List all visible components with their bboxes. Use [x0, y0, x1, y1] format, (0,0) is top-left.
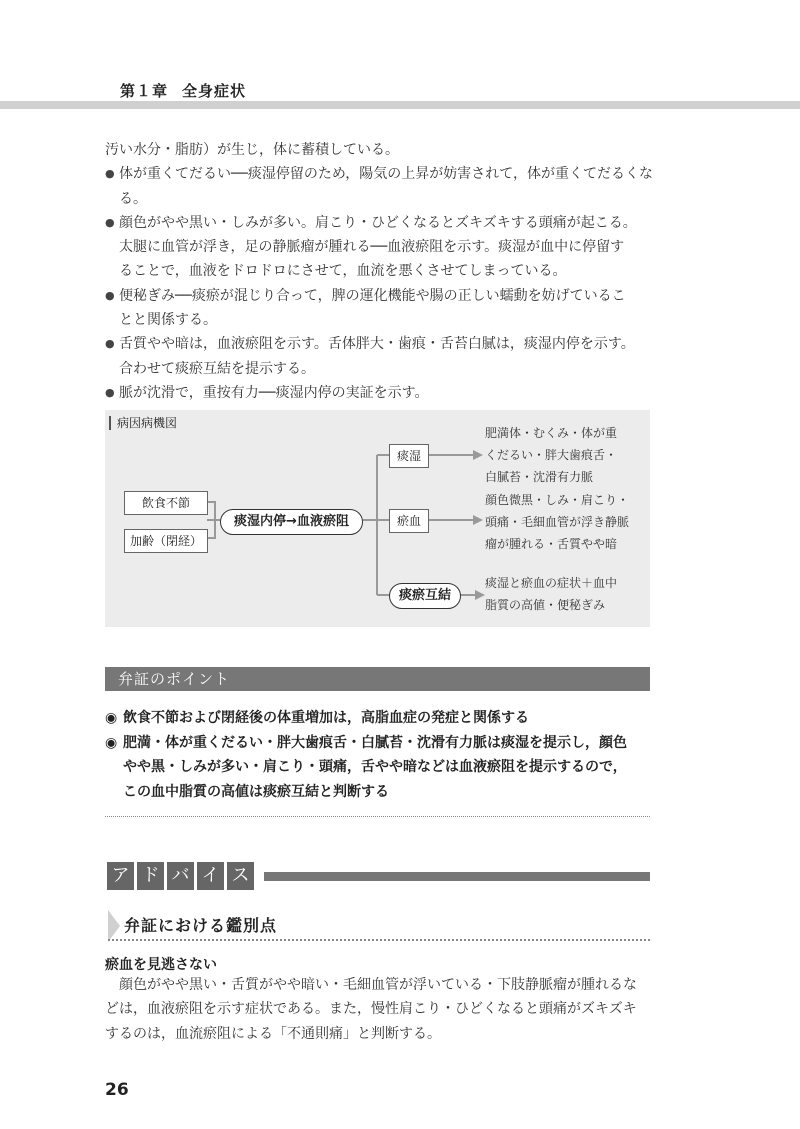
- bullet-item: ● 便秘ぎみ──痰瘀が混じり合って，脾の運化機能や腸の正しい蠕動を妨げているこ: [105, 284, 655, 308]
- advice-heading: [107, 862, 254, 890]
- branch-desc-combined: 痰湿と瘀血の症状＋血中 脂質の高値・便秘ぎみ: [485, 576, 618, 612]
- point-item: ◉ 肥満・体が重くだるい・胖大歯痕舌・白膩苔・沈滑有力脈は痰湿を提示し，顔色: [105, 731, 660, 756]
- page-number: 26: [105, 1080, 129, 1100]
- arrow-head-1: [473, 450, 483, 460]
- advice-tile: ス: [227, 862, 254, 890]
- arrow-head-3: [475, 590, 485, 600]
- branch-desc-phlegm: 肥満体・むくみ・体が重 くだるい・胖大歯痕舌・ 白膩苔・沈滑有力脈: [485, 426, 618, 484]
- etiology-diagram: [105, 410, 650, 627]
- body-text: [105, 138, 655, 405]
- bullet-item: ● 舌質やや暗は，血液瘀阻を示す。舌体胖大・歯痕・舌苔白膩は，痰湿内停を示す。: [105, 332, 655, 356]
- section-divider: [105, 816, 650, 817]
- arrow-tab-icon: [108, 910, 120, 942]
- points-list: [105, 706, 660, 805]
- branch-box-blood-stasis: 瘀血: [389, 509, 429, 533]
- advice-tile: バ: [167, 862, 194, 890]
- bullet-item: ● 体が重くてだるい──痰湿停留のため，陽気の上昇が妨害されて，体が重くてだるくなる。: [105, 162, 655, 211]
- subheading-underline: [108, 939, 650, 941]
- point-continuation: この血中脂質の高値は痰瘀互結と判断する: [123, 784, 389, 801]
- branch-box-phlegm: 痰湿: [389, 444, 429, 468]
- bullet-continuation: 太腿に血管が浮き，足の静脈瘤が腫れる──血液瘀阻を示す。痰湿が血中に停留す: [119, 239, 625, 256]
- bullet-item: ● 脈が沈滑で，重按有力──痰湿内停の実証を示す。: [105, 381, 655, 405]
- advice-tile: ア: [107, 862, 134, 890]
- advice-line: するのは，血流瘀阻による「不通則痛」と判断する。: [105, 1025, 441, 1042]
- point-marker: ◉: [105, 710, 118, 726]
- advice-line: どは，血液瘀阻を示す症状である。また，慢性肩こり・ひどくなると頭痛がズキズキ: [105, 1001, 637, 1018]
- point-continuation: やや黒・しみが多い・肩こり・頭痛，舌やや暗などは血液瘀阻を提示するので，: [123, 759, 627, 776]
- advice-paragraph: [105, 973, 655, 1046]
- bullet-continuation: 合わせて痰瘀互結を提示する。: [119, 360, 315, 377]
- advice-tile: イ: [197, 862, 224, 890]
- bullet-continuation: とと関係する。: [119, 312, 217, 329]
- advice-label: 瘀血を見逃さない: [105, 957, 217, 973]
- point-marker: ◉: [105, 734, 118, 751]
- arrow-head-2: [473, 515, 483, 525]
- diagram-title: 病因病機図: [109, 416, 177, 430]
- points-heading: 弁証のポイント: [118, 670, 231, 688]
- advice-bar: [264, 872, 650, 881]
- point-item: ◉ 飲食不節および閉経後の体重増加は，高脂血症の発症と関係する: [105, 706, 660, 731]
- header-rule: [0, 101, 800, 109]
- chapter-heading: [120, 80, 246, 101]
- chapter-title: 全身症状: [182, 82, 247, 100]
- branch-box-combined: 痰瘀互結: [389, 583, 461, 609]
- branch-desc-blood-stasis: 顔色微黒・しみ・肩こり・ 頭痛・毛細血管が浮き静脈 瘤が腫れる・舌質やや暗: [485, 493, 630, 551]
- body-line: 汚い水分・脂肪）が生じ，体に蓄積している。: [105, 142, 399, 158]
- bullet-item: ● 顔色がやや黒い・しみが多い。肩こり・ひどくなるとズキズキする頭痛が起こる。: [105, 211, 655, 235]
- bullet-continuation: ることで，血液をドロドロにさせて，血流を悪くさせてしまっている。: [119, 263, 567, 280]
- cause-box-diet: 飲食不節: [124, 491, 208, 515]
- advice-line: 顔色がやや黒い・舌質がやや暗い・毛細血管が浮いている・下肢静脈瘤が腫れるな: [105, 977, 637, 993]
- points-heading-band: [105, 667, 650, 691]
- chapter-number: 第１章: [120, 82, 169, 100]
- advice-subheading: 弁証における鑑別点: [124, 916, 278, 935]
- center-box: 痰湿内停→血液瘀阻: [220, 509, 363, 535]
- advice-tile: ド: [137, 862, 164, 890]
- cause-box-aging: 加齢（閉経）: [124, 529, 208, 553]
